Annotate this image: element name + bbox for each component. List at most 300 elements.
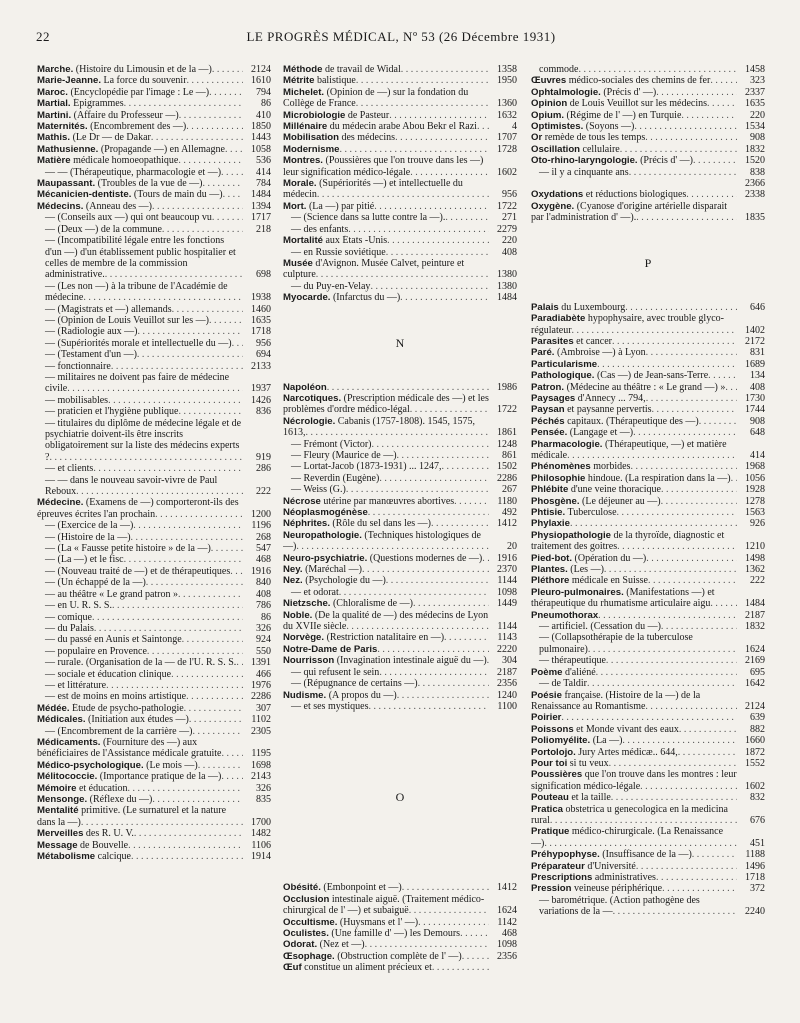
entry-keyword: Norvège. [283,632,325,644]
entry-page-ref: 908 [737,132,765,143]
index-entry [531,667,765,678]
entry-description: et éducation [76,782,128,794]
entry-text [283,610,489,633]
index-entry [531,507,765,518]
entry-text [531,336,737,347]
index-entry [37,703,271,714]
entry-keyword: Odorat. [283,939,318,951]
entry-page-ref: 1278 [737,496,765,507]
entry-keyword: Mathusienne. [37,143,99,155]
index-entry [283,678,517,689]
entry-description: — est de moins en moins artistique [45,691,187,703]
index-entry [283,224,517,235]
entry-text [283,121,489,132]
entry-page-ref: 926 [737,518,765,529]
entry-text [283,450,489,461]
index-entry [283,917,517,928]
entry-page-ref: 956 [243,338,271,349]
entry-text [37,189,243,200]
entry-description: (Régime de l' —) en Turquie [564,109,682,121]
entry-description: (Médecine au théâtre : « Le grand —) » [564,381,726,393]
entry-page-ref: 1180 [489,496,517,507]
entry-text [283,178,489,201]
index-entry [531,610,765,621]
entry-page-ref: 468 [243,554,271,565]
index-entry [283,292,517,303]
entry-page-ref: 835 [243,794,271,805]
entry-text [283,962,489,973]
index-entry [37,840,271,851]
entry-text [283,155,489,178]
entry-keyword: Nourrisson [283,655,335,667]
entry-description: (La —) par pitié [306,200,375,212]
index-entry [37,691,271,702]
entry-page-ref: 1394 [243,201,271,212]
entry-description: des R. U. V. [83,828,134,840]
entry-page-ref: 2356 [489,951,517,962]
entry-text [531,804,737,827]
entry-description: — (Testament d'un —) [45,349,137,361]
entry-description: — (Nouveau traité de —) et de thérapeutiques [45,565,231,577]
entry-page-ref: 2338 [737,189,765,200]
entry-description: — (Incompatibilité légale entre les fonctions d'un —) d'un établissement public hospitalier et celles de membre de la commission administrative. [45,235,236,281]
entry-keyword: Pied-bot. [531,552,573,564]
entry-description: (A propos du —) [326,689,397,701]
entry-page-ref: 1552 [737,758,765,769]
entry-page-ref: 1102 [243,714,271,725]
entry-page-ref: 372 [737,883,765,894]
index-entry [37,669,271,680]
index-entry [283,690,517,701]
entry-page-ref: 956 [489,189,517,200]
entry-text [531,690,737,713]
entry-text [531,518,737,529]
entry-text [531,313,737,336]
entry-description: hypophysaire, avec trouble glyco-régulateur [531,313,724,336]
entry-description: — (Radiologie aux —) [45,326,138,338]
index-entry [283,507,517,518]
entry-text [37,64,243,75]
entry-description: (Psychologie du —) [302,575,386,587]
entry-text [531,347,737,358]
entry-description: (Techniques histologiques de —) [283,529,481,553]
index-entry [283,393,517,416]
index-entry [283,575,517,586]
entry-text [283,144,489,155]
entry-page-ref: 1916 [243,566,271,577]
index-entry [531,427,765,438]
entry-keyword: Or [531,132,543,144]
entry-text [531,587,737,610]
entry-text [37,178,243,189]
entry-keyword: Marche. [37,64,74,75]
index-entry [531,87,765,98]
index-entry [531,110,765,121]
entry-text [531,792,737,803]
entry-keyword: Œuvres [531,75,567,87]
entry-text [37,737,243,760]
index-entry [283,518,517,529]
entry-description: — titulaires du diplôme de médecine légale et de psychiatrie doivent-ils être inscrits obligatoirement sur la liste des médecins experts ? [45,417,242,463]
entry-page-ref: 1914 [243,851,271,862]
index-entry [283,144,517,155]
entry-text [531,747,737,758]
index-entry [37,212,271,223]
entry-keyword: Mensonge. [37,794,88,805]
entry-page-ref: 1484 [243,189,271,200]
entry-text [37,98,243,109]
entry-keyword: Nécrose [283,495,321,507]
entry-text [283,132,489,143]
entry-text [37,566,243,577]
entry-keyword: Médecins. [37,200,84,212]
entry-page-ref: 1144 [489,621,517,632]
entry-page-ref: 1602 [489,167,517,178]
entry-description: — Lortat-Jacob (1873-1931) ... 1247, [291,461,442,473]
entry-description: (Le Dr — de Dakar [70,132,151,144]
section-letter: P [644,255,652,270]
entry-text [37,646,243,657]
entry-text [531,678,737,689]
entry-text [37,121,243,132]
entry-page-ref: 646 [737,302,765,313]
entry-keyword: Pneumothorax [531,609,599,621]
index-entry [531,587,765,610]
entry-keyword: Mémoire [37,782,77,794]
entry-description: — (Science dans sa lutte contre la —). [291,212,446,224]
index-entry [283,644,517,655]
entry-text [283,587,489,598]
entry-text [283,484,489,495]
entry-text [531,87,737,98]
index-entry [531,747,765,758]
entry-keyword: Particularisme [531,358,598,370]
entry-keyword: Paysages [531,392,576,404]
entry-text [283,882,489,893]
entry-page-ref: 547 [243,543,271,554]
index-entry [283,667,517,678]
entry-page-ref: 2337 [737,87,765,98]
entry-description: — et ses mystiques [291,700,369,712]
index-entry [531,359,765,370]
entry-description: commode [539,64,579,75]
entry-description: capitaux. (Thérapeutique des —) [564,415,699,427]
entry-page-ref: 838 [737,167,765,178]
entry-text [283,951,489,962]
entry-keyword: Pharmacologie. [531,438,603,450]
entry-description: médico-chirurgicale. (La Renaissance —) [531,826,724,849]
index-entry [531,621,765,632]
entry-description: si tu veux [567,757,609,769]
index-entry [531,849,765,860]
entry-text [531,712,737,723]
entry-page-ref: 794 [243,87,271,98]
index-entry [531,473,765,484]
entry-page-ref: 1098 [489,587,517,598]
index-entry [37,851,271,862]
index-entry [531,564,765,575]
entry-page-ref: 1484 [737,598,765,609]
entry-text [37,315,243,326]
entry-page-ref: 414 [243,167,271,178]
entry-description: de Louis Veuillot sur les médecins [567,98,708,110]
entry-description: Tuberculose [565,507,617,518]
index-entry [283,416,517,439]
entry-description: — et clients [45,463,94,475]
entry-description: d'aliéné [562,666,596,678]
entry-page-ref: 222 [243,486,271,497]
entry-page-ref: 323 [737,75,765,86]
entry-keyword: Maupassant. [37,178,96,190]
entry-description: — comique [45,611,92,623]
index-entry [283,484,517,495]
entry-text [37,634,243,645]
entry-page-ref: 2133 [243,361,271,372]
entry-page-ref: 695 [737,667,765,678]
entry-page-ref: 1248 [489,439,517,450]
entry-page-ref: 1144 [489,575,517,586]
index-entry [37,338,271,349]
entry-text [283,382,489,393]
index-entry [37,406,271,417]
entry-keyword: Martial. [37,98,71,110]
entry-page-ref: 220 [737,110,765,121]
entry-keyword: Opinion [531,98,568,110]
index-entry [531,75,765,86]
entry-page-ref: 1496 [737,861,765,872]
entry-page-ref: 1443 [243,132,271,143]
entry-description: (Le mois —) [143,759,198,771]
entry-description: (Infarctus du —) [330,292,401,304]
index-entry [37,349,271,360]
entry-page-ref: 676 [737,815,765,826]
entry-page-ref: 2220 [489,644,517,655]
index-entry [531,178,765,189]
entry-description: (Opinion de —) sur la fondation du Collège de France [283,86,469,110]
index-entry [531,189,765,200]
entry-text [283,496,489,507]
entry-text [37,144,243,155]
entry-page-ref: 1722 [489,201,517,212]
entry-text [283,598,489,609]
entry-description: d'Université [584,860,636,872]
entry-text [37,475,243,498]
index-entry [283,473,517,484]
index-entry [37,726,271,737]
entry-keyword: Message [37,839,78,851]
entry-page-ref: 2286 [489,473,517,484]
entry-text [283,553,489,564]
entry-keyword: Mobilisation [283,132,339,144]
entry-keyword: Médicales. [37,714,86,726]
entry-text [37,828,243,839]
index-entry [37,167,271,178]
entry-page-ref: 1240 [489,690,517,701]
entry-text [283,64,489,75]
entry-page-ref: 1380 [489,281,517,292]
entry-page-ref: 414 [737,450,765,461]
entry-text [283,235,489,246]
index-entry [37,543,271,554]
entry-text [37,224,243,235]
entry-keyword: Poliomyélite. [531,735,591,747]
index-entry [37,189,271,200]
index-entry [531,769,765,792]
entry-text [283,530,489,553]
entry-page-ref: 268 [243,532,271,543]
entry-keyword: Notre-Dame de Paris [283,643,378,655]
index-entry [37,554,271,565]
entry-text [37,783,243,794]
entry-text [37,201,243,212]
entry-page-ref: 648 [737,427,765,438]
entry-text [283,247,489,258]
entry-description: balistique [314,75,356,87]
entry-page-ref: 2143 [243,771,271,782]
entry-page-ref: 840 [243,577,271,588]
entry-page-ref: 1358 [489,64,517,75]
entry-description: (La —) [590,735,623,747]
entry-page-ref: 86 [243,612,271,623]
entry-description: d'Annecy ... 794, [575,392,646,404]
entry-description: — du passé en Aunis et Saintonge [45,634,182,646]
entry-page-ref: 1660 [737,735,765,746]
entry-text [531,530,737,553]
entry-text [531,861,737,872]
index-entry [37,646,271,657]
entry-text [531,667,737,678]
entry-page-ref: 1195 [243,748,271,759]
entry-keyword: Œuf [283,962,302,974]
entry-text [531,144,737,155]
entry-keyword: Oculistes. [283,927,329,939]
entry-keyword: Obésité. [283,882,321,894]
journal-title: LE PROGRÈS MÉDICAL, Nº 53 (26 Décembre 1931) [246,29,556,44]
index-entry [37,828,271,839]
index-entry [283,64,517,75]
entry-description: — (La « Fausse petite histoire » de la —) [45,543,211,555]
index-entry [37,600,271,611]
entry-page-ref: 882 [737,724,765,735]
entry-keyword: Pour toi [531,757,568,769]
entry-keyword: Mentalité [37,805,79,817]
entry-description: (Encyclopédie par l'image : Le —) [67,86,210,98]
entry-keyword: Maternités. [37,121,88,133]
entry-description: — du Palais [45,622,94,634]
entry-page-ref: 2240 [737,906,765,917]
entry-description: — il y a cinquante ans [539,166,629,178]
index-entry [283,962,517,973]
entry-text [283,518,489,529]
index-entry [283,610,517,633]
entry-page-ref: 86 [243,98,271,109]
index-entry [531,98,765,109]
entry-page-ref: 1698 [243,760,271,771]
index-entry [531,484,765,495]
entry-keyword: Médecine. [37,497,84,509]
entry-page-ref: 1950 [489,75,517,86]
entry-text [283,258,489,281]
index-entry [283,530,517,553]
entry-page-ref: 1635 [737,98,765,109]
entry-description: (Thérapeutique, —) et matière médicale [531,438,727,461]
entry-description: utérine par manœuvres abortives [320,495,455,507]
entry-description: (Soyons —) [583,121,635,133]
entry-page-ref: 1449 [489,598,517,609]
entry-page-ref: 1872 [737,747,765,758]
entry-keyword: Poème [531,666,563,678]
entry-keyword: Oto-rhino-laryngologie. [531,155,638,167]
entry-page-ref: 2356 [489,678,517,689]
index-entry [531,155,765,166]
entry-page-ref: 1928 [737,484,765,495]
entry-description: (Réflexe du —) [87,794,153,805]
entry-description: (Rôle du sel dans les —) [329,518,432,530]
index-entry [531,632,765,655]
entry-description: — artificiel. (Cessation du —) [539,621,661,633]
entry-page-ref: 1728 [489,144,517,155]
entry-description: — en U. R. S. S. [45,600,112,612]
entry-text [531,121,737,132]
index-entry [283,155,517,178]
entry-text [37,75,243,86]
index-entry [531,530,765,553]
entry-keyword: Médico-psychologique. [37,759,144,771]
index-entry [283,247,517,258]
entry-description: administratives [592,872,656,883]
index-entry [37,418,271,464]
entry-page-ref: 222 [737,575,765,586]
index-entry [283,281,517,292]
entry-text [37,463,243,474]
entry-description: (Examens de —) comporteront-ils des épreuves écrites l'an prochain [37,497,239,520]
entry-page-ref: 694 [243,349,271,360]
entry-description: — (Conseils aux —) qui ont beaucoup vu [45,212,212,224]
entry-description: (Maréchal —) [302,564,362,576]
entry-page-ref: 1143 [489,632,517,643]
index-entry [531,393,765,404]
entry-page-ref: 2305 [243,726,271,737]
index-entry [283,587,517,598]
index-entry [283,655,517,666]
index-entry [531,121,765,132]
entry-text [283,461,489,472]
entry-text [37,418,243,464]
entry-page-ref: 1938 [243,292,271,303]
entry-keyword: Phosgène. [531,495,580,507]
entry-description: (Chloralisme de —) [330,598,413,610]
entry-description: — de Taldir [539,678,587,690]
entry-keyword: Phtisie. [531,507,566,518]
entry-description: — (Supériorités morale et intellectuelle du —) [45,337,232,349]
entry-keyword: Montres. [283,155,323,167]
entry-text [37,372,243,395]
entry-page-ref: 1210 [737,541,765,552]
index-entry [531,678,765,689]
entry-text [37,132,243,143]
entry-keyword: Nietzsche. [283,598,331,610]
entry-text [37,554,243,565]
entry-page-ref: 1635 [243,315,271,326]
entry-keyword: Nez. [283,575,303,587]
entry-description: — barométrique. (Action pathogène des variations de la — [539,894,700,918]
entry-keyword: Paré. [531,347,555,359]
entry-description: — (Deux —) de la commune [45,223,162,235]
entry-keyword: Morale. [283,178,317,190]
entry-description: (Obstruction complète de l' —) [334,950,462,962]
entry-text [37,794,243,805]
entry-page-ref: 1850 [243,121,271,132]
